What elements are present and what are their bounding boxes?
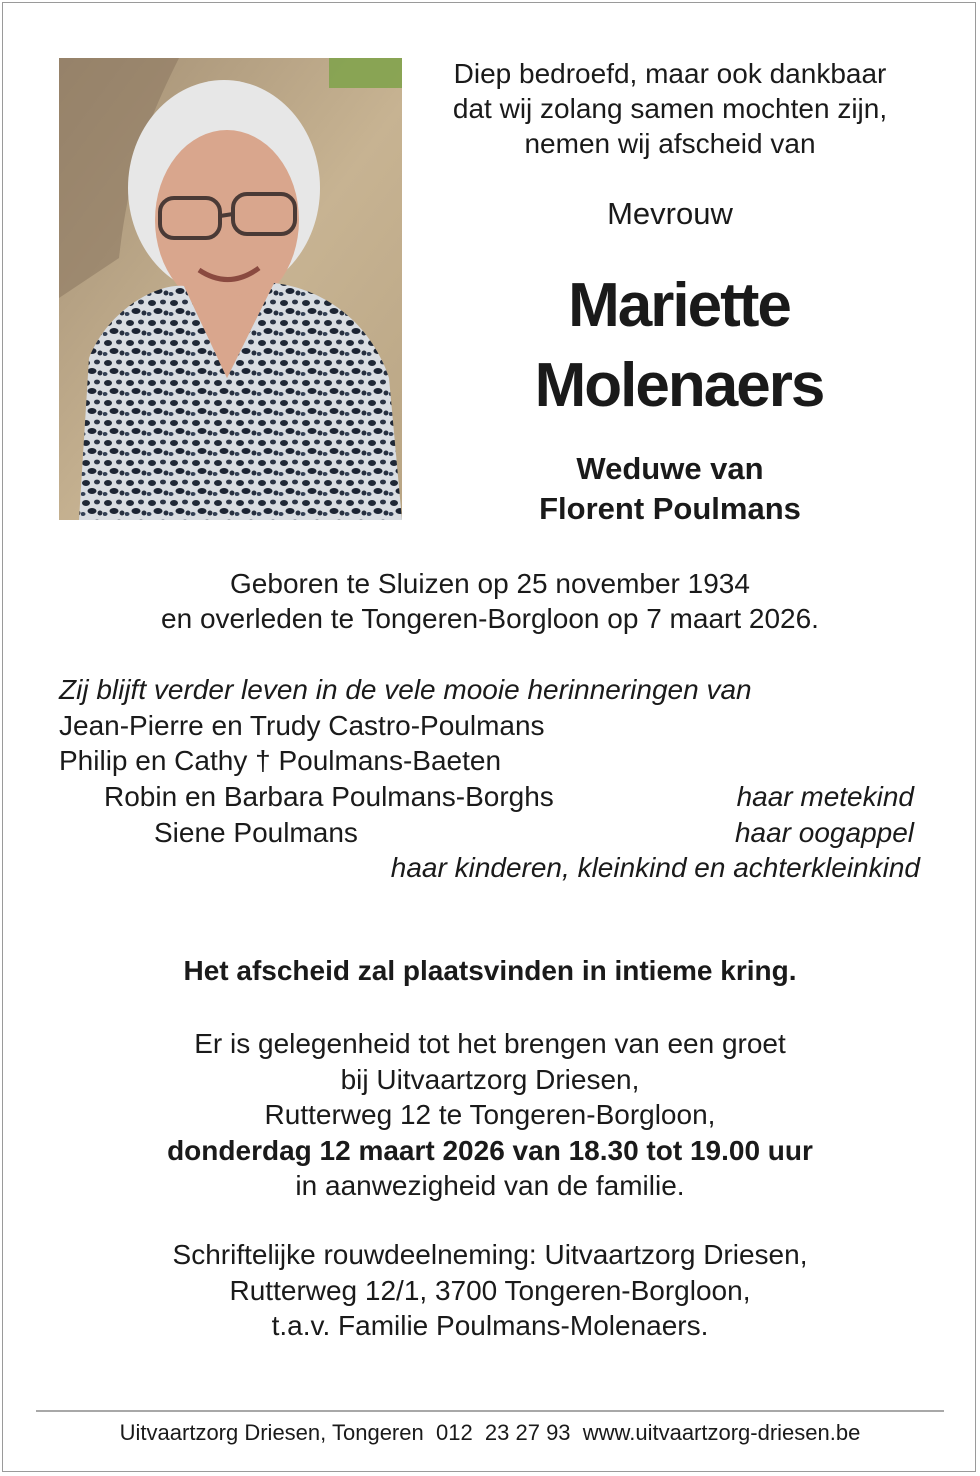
intro-line: Diep bedroefd, maar ook dankbaar xyxy=(453,58,887,89)
ceremony-notice: Het afscheid zal plaatsvinden in intieme kring. xyxy=(183,955,797,986)
family-member: Siene Poulmans xyxy=(154,817,358,848)
family-member: Philip en Cathy † Poulmans-Baeten xyxy=(59,745,502,776)
family-member: Jean-Pierre en Trudy Castro-Poulmans xyxy=(59,710,545,741)
family-closing: haar kinderen, kleinkind en achterkleinkind xyxy=(390,852,920,883)
condolence-line: t.a.v. Familie Poulmans-Molenaers. xyxy=(271,1310,709,1341)
visit-line: bij Uitvaartzorg Driesen, xyxy=(340,1063,640,1095)
visit-line: Er is gelegenheid tot het brengen van een groet xyxy=(194,1028,786,1059)
family-member: Robin en Barbara Poulmans-Borghs xyxy=(104,781,554,812)
visit-datetime: donderdag 12 maart 2026 van 18.30 tot 19.00 uur xyxy=(167,1134,813,1166)
last-name: Molenaers xyxy=(534,351,824,420)
deceased-name xyxy=(410,266,948,426)
condolence-address xyxy=(0,1237,980,1344)
first-name: Mariette xyxy=(568,271,790,340)
family-role: haar oogappel xyxy=(734,817,914,848)
visitation-info xyxy=(0,1026,980,1204)
intro-line: dat wij zolang samen mochten zijn, xyxy=(452,93,888,124)
intro-text xyxy=(410,56,930,161)
life-dates xyxy=(0,566,980,636)
footer-divider xyxy=(36,1410,944,1412)
family-intro: Zij blijft verder leven in de vele mooie herinneringen van xyxy=(59,674,752,705)
footer-website[interactable]: www.uitvaartzorg-driesen.be xyxy=(582,1420,861,1445)
death-line: en overleden te Tongeren-Borgloon op 7 maart 2026. xyxy=(161,603,819,634)
family-role: haar metekind xyxy=(736,781,914,812)
condolence-line: Schriftelijke rouwdeelneming: Uitvaartzorg Driesen, xyxy=(172,1239,808,1270)
portrait-photo xyxy=(59,58,402,520)
honorific: Mevrouw xyxy=(607,196,733,231)
visit-address: Rutterweg 12 te Tongeren-Borgloon, xyxy=(264,1099,716,1130)
visit-line: in aanwezigheid van de familie. xyxy=(295,1170,685,1201)
widow-line: Weduwe van xyxy=(576,451,764,486)
footer xyxy=(0,1420,980,1446)
footer-company: Uitvaartzorg Driesen, Tongeren xyxy=(119,1420,424,1445)
condolence-line: Rutterweg 12/1, 3700 Tongeren-Borgloon, xyxy=(229,1274,751,1306)
birth-line: Geboren te Sluizen op 25 november 1934 xyxy=(230,568,750,599)
widow-of xyxy=(410,449,930,529)
footer-phone: 012 23 27 93 xyxy=(435,1420,571,1445)
spouse-name: Florent Poulmans xyxy=(539,491,801,526)
intro-line: nemen wij afscheid van xyxy=(524,128,816,159)
